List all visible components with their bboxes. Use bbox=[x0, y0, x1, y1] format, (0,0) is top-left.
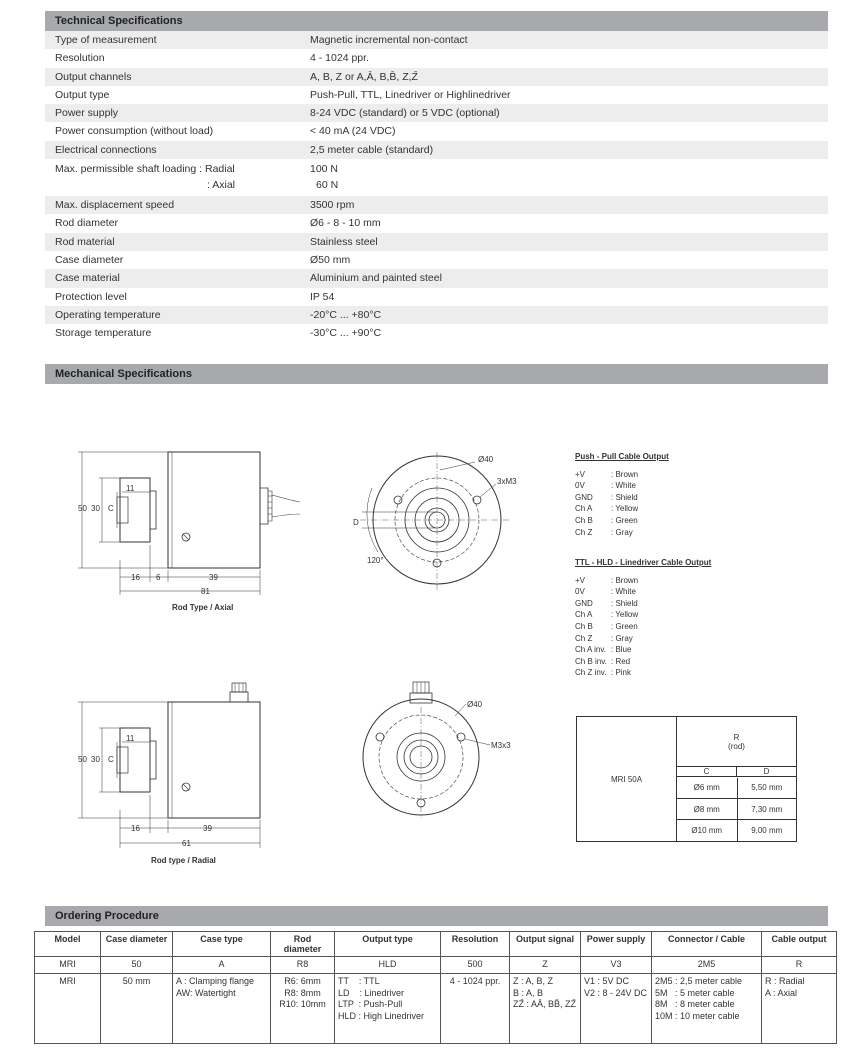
option-line: R8: 8mm bbox=[284, 987, 321, 998]
wire-row bbox=[575, 609, 711, 621]
wire-row bbox=[575, 598, 711, 610]
wire-row bbox=[575, 503, 669, 515]
wire-row bbox=[575, 515, 669, 527]
example-code: 500 bbox=[441, 957, 510, 974]
axial-caption: Rod Type / Axial bbox=[172, 603, 234, 612]
spec-label: Rod material bbox=[55, 235, 115, 248]
spec-label: Case material bbox=[55, 272, 120, 285]
dim-30: 30 bbox=[91, 504, 100, 513]
spec-value: A, B, Z or A,Ā, B,B̄, Z,Z̄ bbox=[310, 70, 418, 83]
radial-caption: Rod type / Radial bbox=[151, 856, 216, 865]
option-line: 5M : 5 meter cable bbox=[655, 987, 735, 998]
wire-row bbox=[575, 644, 711, 656]
wire-row bbox=[575, 633, 711, 645]
spec-row bbox=[45, 122, 828, 140]
wire-row bbox=[575, 480, 669, 492]
option-line: B : A, B bbox=[513, 987, 544, 998]
axial-side-view-drawing bbox=[70, 440, 310, 600]
col-header: Power supply bbox=[581, 932, 652, 957]
dim-table-group-header bbox=[677, 717, 797, 767]
option-line: ZZ̄ : AĀ, BB̄, ZZ̄ bbox=[513, 999, 577, 1009]
ordering-procedure-header: Ordering Procedure bbox=[45, 906, 828, 926]
spec-label: Resolution bbox=[55, 52, 105, 65]
spec-value: 8-24 VDC (standard) or 5 VDC (optional) bbox=[310, 107, 500, 120]
col-header: Model bbox=[35, 932, 101, 957]
option-line: A : Axial bbox=[765, 987, 798, 998]
spec-row bbox=[45, 31, 828, 49]
option-line: 50 mm bbox=[122, 976, 151, 986]
option-line: LTP : Push-Pull bbox=[338, 999, 403, 1009]
wire-color: : Yellow bbox=[611, 504, 639, 514]
dim-table-rod: (rod) bbox=[728, 741, 745, 751]
option-line: V2 : 8 - 24V DC bbox=[584, 987, 648, 998]
example-code: R bbox=[762, 957, 837, 974]
dim-d: D bbox=[353, 518, 359, 527]
wire-color: : Shield bbox=[611, 492, 638, 502]
spec-row bbox=[45, 251, 828, 269]
col-header: Case diameter bbox=[101, 932, 173, 957]
spec-value-axial: 60 N bbox=[316, 179, 339, 192]
wire-color: : Gray bbox=[611, 527, 633, 537]
wire-signal: GND bbox=[575, 598, 593, 608]
example-code: Z bbox=[510, 957, 581, 974]
option-line: MRI bbox=[59, 976, 76, 986]
wire-signal: +V bbox=[575, 469, 586, 479]
option-line: 8M : 8 meter cable bbox=[655, 999, 735, 1009]
dim-table-values bbox=[677, 777, 797, 842]
spec-value: -30°C ... +90°C bbox=[310, 327, 382, 340]
options-resolution bbox=[441, 974, 510, 1044]
wire-color: : Red bbox=[611, 656, 631, 666]
wire-color: : Blue bbox=[611, 645, 632, 655]
dim-table-r: R bbox=[733, 732, 740, 742]
dim-120: 120° bbox=[367, 556, 384, 565]
spec-row bbox=[45, 86, 828, 104]
technical-specifications-table bbox=[45, 31, 828, 342]
option-line: R : Radial bbox=[765, 976, 805, 986]
option-line: AW: Watertight bbox=[176, 987, 236, 998]
dim-11: 11 bbox=[126, 484, 135, 493]
wire-color: : Gray bbox=[611, 633, 633, 643]
example-code: A bbox=[173, 957, 271, 974]
dim-39: 39 bbox=[209, 573, 218, 582]
example-code: HLD bbox=[335, 957, 441, 974]
col-header: Output signal bbox=[510, 932, 581, 957]
spec-row bbox=[45, 159, 828, 196]
radial-front-view-drawing bbox=[355, 675, 520, 825]
wire-row bbox=[575, 527, 669, 539]
push-pull-title: Push - Pull Cable Output bbox=[575, 452, 669, 461]
dim-c-value: Ø10 mm bbox=[677, 820, 737, 841]
linedriver-title: TTL - HLD - Linedriver Cable Output bbox=[575, 558, 712, 567]
spec-value: 2,5 meter cable (standard) bbox=[310, 143, 434, 156]
wire-signal: Ch B bbox=[575, 515, 593, 525]
dim-table-col-c: C bbox=[677, 767, 737, 777]
spec-value-radial: 100 N bbox=[310, 163, 339, 176]
options-output-type bbox=[335, 974, 441, 1044]
dim-d-value: 9,00 mm bbox=[737, 820, 796, 841]
dim-table-col-d: D bbox=[737, 767, 797, 777]
options-case-type bbox=[173, 974, 271, 1044]
spec-value: 3500 rpm bbox=[310, 199, 355, 212]
spec-row bbox=[45, 306, 828, 324]
spec-value: < 40 mA (24 VDC) bbox=[310, 125, 396, 138]
rod-dimension-table bbox=[576, 716, 797, 842]
dim-11-radial: 11 bbox=[126, 734, 135, 743]
example-code: MRI bbox=[35, 957, 101, 974]
dim-6: 6 bbox=[156, 573, 161, 582]
dim-c-value: Ø8 mm bbox=[677, 799, 737, 820]
spec-row bbox=[45, 49, 828, 67]
wire-signal: 0V bbox=[575, 481, 585, 491]
wire-color: : White bbox=[611, 481, 636, 491]
spec-label bbox=[45, 161, 310, 193]
col-header: Output type bbox=[335, 932, 441, 957]
wire-signal: Ch B bbox=[575, 621, 593, 631]
dim-16-radial: 16 bbox=[131, 824, 140, 833]
col-header: Resolution bbox=[441, 932, 510, 957]
dim-d-value: 7,30 mm bbox=[737, 799, 796, 820]
wire-signal: Ch Z bbox=[575, 633, 593, 643]
wire-signal: Ch A bbox=[575, 610, 593, 620]
options-model bbox=[35, 974, 101, 1044]
wire-signal: GND bbox=[575, 492, 593, 502]
axial-front-view-drawing bbox=[350, 450, 520, 600]
options-output-signal bbox=[510, 974, 581, 1044]
wire-color: : Yellow bbox=[611, 610, 639, 620]
wire-signal: 0V bbox=[575, 587, 585, 597]
spec-row bbox=[45, 104, 828, 122]
wire-row bbox=[575, 586, 711, 598]
wire-color: : Green bbox=[611, 621, 638, 631]
spec-value: Stainless steel bbox=[310, 235, 378, 248]
wire-signal: Ch Z inv. bbox=[575, 668, 607, 678]
options-case-diameter bbox=[101, 974, 173, 1044]
options-rod-diameter bbox=[271, 974, 335, 1044]
option-line: TT : TTL bbox=[338, 976, 380, 986]
spec-label: Output channels bbox=[55, 70, 132, 83]
ordering-header-row bbox=[35, 932, 837, 957]
option-line: HLD : High Linedriver bbox=[338, 1010, 425, 1021]
col-header: Rod diameter bbox=[271, 932, 335, 957]
dim-dia40-radial: Ø40 bbox=[467, 700, 483, 709]
spec-value: Ø50 mm bbox=[310, 253, 351, 266]
wire-color: : Shield bbox=[611, 598, 638, 608]
options-connector-cable bbox=[652, 974, 762, 1044]
example-code: 2M5 bbox=[652, 957, 762, 974]
spec-value: Ø6 - 8 - 10 mm bbox=[310, 217, 381, 230]
option-line: LD : Linedriver bbox=[338, 987, 405, 998]
option-line: Z : A, B, Z bbox=[513, 976, 554, 986]
spec-label: Case diameter bbox=[55, 253, 124, 266]
wire-color: : Green bbox=[611, 515, 638, 525]
wire-signal: Ch A bbox=[575, 504, 593, 514]
dim-39-radial: 39 bbox=[203, 824, 212, 833]
dim-81: 81 bbox=[201, 587, 210, 596]
wire-signal: +V bbox=[575, 575, 586, 585]
col-header: Cable output bbox=[762, 932, 837, 957]
col-header: Case type bbox=[173, 932, 271, 957]
spec-label: Type of measurement bbox=[55, 34, 157, 46]
spec-value: Push-Pull, TTL, Linedriver or Highlinedriver bbox=[310, 88, 511, 101]
technical-specifications-header: Technical Specifications bbox=[45, 11, 828, 31]
dim-c-value: Ø6 mm bbox=[677, 778, 737, 799]
push-pull-cable-output bbox=[575, 451, 669, 538]
dim-table-inner bbox=[677, 778, 796, 841]
option-line: 10M : 10 meter cable bbox=[655, 1010, 740, 1021]
wire-row bbox=[575, 621, 711, 633]
example-code: 50 bbox=[101, 957, 173, 974]
dim-30-radial: 30 bbox=[91, 755, 100, 764]
spec-label: Max. displacement speed bbox=[55, 199, 175, 212]
spec-label: Storage temperature bbox=[55, 327, 152, 340]
spec-label-axial: : Axial bbox=[207, 179, 236, 192]
dim-c: C bbox=[108, 504, 114, 513]
spec-row bbox=[45, 324, 828, 342]
spec-row bbox=[45, 269, 828, 287]
wire-color: : Pink bbox=[611, 668, 632, 678]
wire-signal: Ch Z bbox=[575, 527, 593, 537]
spec-value: Magnetic incremental non-contact bbox=[310, 34, 468, 46]
dim-61: 61 bbox=[182, 839, 191, 848]
option-line: 4 - 1024 ppr. bbox=[449, 976, 501, 986]
wire-row bbox=[575, 656, 711, 668]
spec-value: 4 - 1024 ppr. bbox=[310, 52, 369, 65]
dim-m3x3: M3x3 bbox=[491, 741, 511, 750]
ordering-options-row bbox=[35, 974, 837, 1044]
spec-value: -20°C ... +80°C bbox=[310, 308, 382, 321]
option-line: 2M5 : 2,5 meter cable bbox=[655, 976, 743, 986]
linedriver-cable-output bbox=[575, 557, 711, 679]
ordering-table bbox=[34, 931, 837, 1044]
spec-label: Output type bbox=[55, 88, 110, 101]
wire-row bbox=[575, 667, 711, 679]
example-code: V3 bbox=[581, 957, 652, 974]
wire-color: : Brown bbox=[611, 575, 639, 585]
spec-label: Protection level bbox=[55, 290, 127, 303]
spec-row bbox=[45, 288, 828, 306]
wire-row bbox=[575, 469, 669, 481]
mechanical-specifications-header: Mechanical Specifications bbox=[45, 364, 828, 384]
spec-label: Electrical connections bbox=[55, 143, 157, 156]
dim-3xm3: 3xM3 bbox=[497, 477, 517, 486]
wire-row bbox=[575, 492, 669, 504]
wire-color: : Brown bbox=[611, 469, 639, 479]
dim-c-radial: C bbox=[108, 755, 114, 764]
dim-50-radial: 50 bbox=[78, 755, 87, 764]
spec-label: Operating temperature bbox=[55, 308, 161, 321]
spec-value: Aluminium and painted steel bbox=[310, 272, 442, 285]
spec-label: Power consumption (without load) bbox=[55, 125, 214, 138]
spec-value: IP 54 bbox=[310, 290, 335, 303]
options-cable-output bbox=[762, 974, 837, 1044]
spec-label-radial: Max. permissible shaft loading : Radial bbox=[55, 163, 235, 176]
dim-dia40-axial: Ø40 bbox=[478, 455, 494, 464]
spec-row bbox=[45, 214, 828, 232]
option-line: V1 : 5V DC bbox=[584, 976, 630, 986]
spec-row bbox=[45, 141, 828, 159]
radial-side-view-drawing bbox=[70, 675, 280, 850]
option-line: R10: 10mm bbox=[279, 999, 326, 1009]
wire-signal: Ch B inv. bbox=[575, 656, 607, 666]
spec-label: Rod diameter bbox=[55, 217, 119, 230]
spec-row bbox=[45, 68, 828, 86]
ordering-example-row bbox=[35, 957, 837, 974]
dim-table-model: MRI 50A bbox=[577, 717, 677, 842]
spec-row bbox=[45, 196, 828, 214]
spec-row bbox=[45, 233, 828, 251]
example-code: R8 bbox=[271, 957, 335, 974]
spec-label: Power supply bbox=[55, 107, 119, 120]
dim-16: 16 bbox=[131, 573, 140, 582]
dim-d-value: 5,50 mm bbox=[737, 778, 796, 799]
wire-signal: Ch A inv. bbox=[575, 645, 606, 655]
options-power-supply bbox=[581, 974, 652, 1044]
spec-value bbox=[310, 161, 828, 193]
col-header: Connector / Cable bbox=[652, 932, 762, 957]
wire-color: : White bbox=[611, 587, 636, 597]
dim-50: 50 bbox=[78, 504, 87, 513]
option-line: R6: 6mm bbox=[284, 976, 321, 986]
wire-row bbox=[575, 575, 711, 587]
option-line: A : Clamping flange bbox=[176, 976, 255, 986]
